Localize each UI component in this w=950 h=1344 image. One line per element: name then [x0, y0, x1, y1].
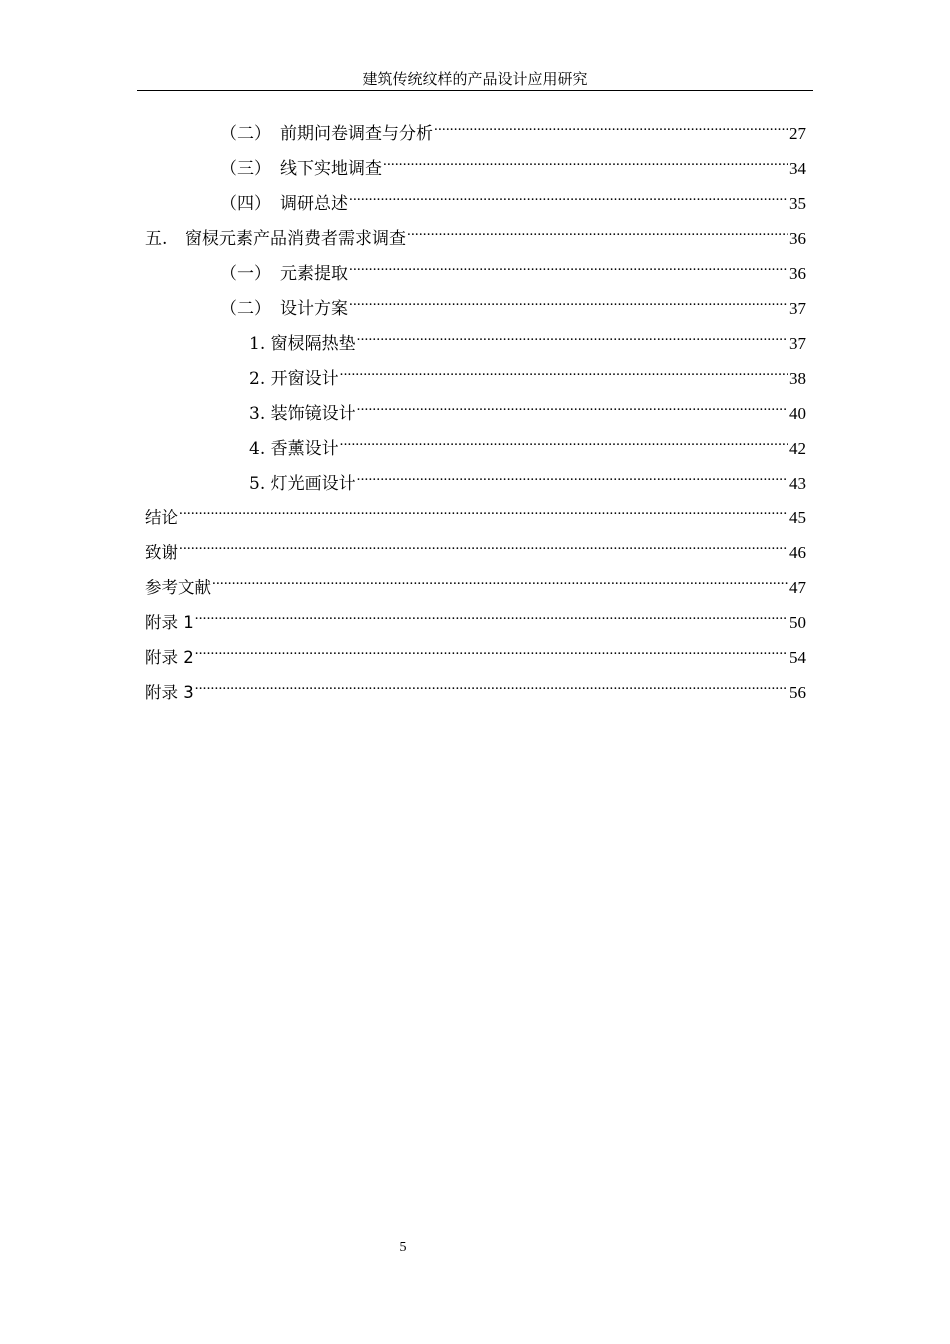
running-header-title: 建筑传统纹样的产品设计应用研究	[362, 70, 588, 88]
toc-entry-page: 54	[789, 648, 806, 667]
toc-entry-page: 47	[789, 578, 806, 597]
toc-leader-dots	[212, 569, 788, 593]
toc-leader-dots	[357, 325, 788, 349]
toc-entry[interactable]	[220, 150, 806, 179]
toc-entry[interactable]	[249, 325, 806, 354]
toc-entry-number: （四）	[220, 194, 271, 214]
toc-leader-dots	[340, 430, 788, 454]
toc-entry-title: 线下实地调查	[280, 159, 382, 179]
toc-entry[interactable]	[145, 674, 806, 702]
page-number: 5	[399, 1240, 407, 1255]
toc-entry-title: 4. 香薰设计	[249, 439, 339, 459]
toc-leader-dots	[357, 395, 788, 419]
toc-entry[interactable]	[249, 465, 806, 494]
toc-entry[interactable]	[220, 115, 806, 144]
toc-entry-title: 附录 2	[145, 648, 194, 667]
toc-entry-page: 36	[789, 264, 806, 283]
toc-leader-dots	[340, 360, 788, 384]
toc-entry[interactable]	[145, 534, 806, 562]
toc-entry-page: 46	[789, 543, 806, 562]
toc-entry-title: 元素提取	[280, 264, 348, 284]
toc-entry-page: 43	[789, 474, 806, 493]
toc-entry-page: 37	[789, 299, 806, 318]
header-rule	[137, 90, 813, 91]
toc-entry-number: （二）	[220, 299, 271, 319]
toc-entry[interactable]	[145, 569, 806, 597]
toc-entry-page: 27	[789, 124, 806, 143]
toc-leader-dots	[195, 674, 788, 698]
toc-leader-dots	[357, 465, 788, 489]
toc-leader-dots	[195, 639, 788, 663]
toc-entry-title: 2. 开窗设计	[249, 369, 339, 389]
toc-entry-page: 42	[789, 439, 806, 458]
toc-entry-title: 结论	[145, 508, 178, 527]
toc-entry-title: 参考文献	[145, 578, 211, 597]
toc-entry-page: 38	[789, 369, 806, 388]
toc-entry-title: 5. 灯光画设计	[249, 474, 356, 494]
toc-entry[interactable]	[249, 360, 806, 389]
toc-leader-dots	[195, 604, 788, 628]
toc-entry-page: 34	[789, 159, 806, 178]
toc-entry[interactable]	[220, 185, 806, 214]
toc-entry-page: 45	[789, 508, 806, 527]
toc-entry-title: 附录 3	[145, 683, 194, 702]
toc-entry-page: 35	[789, 194, 806, 213]
toc-entry[interactable]	[220, 255, 806, 284]
toc-entry-title: 附录 1	[145, 613, 194, 632]
toc-leader-dots	[434, 115, 788, 139]
toc-entry[interactable]	[145, 220, 806, 249]
toc-entry-title: 调研总述	[280, 194, 348, 214]
toc-entry-number: （一）	[220, 264, 271, 284]
toc-entry-number: 五.	[145, 229, 168, 249]
toc-entry-page: 50	[789, 613, 806, 632]
toc-entry-page: 56	[789, 683, 806, 702]
toc-entry-title: 窗棂元素产品消费者需求调查	[185, 229, 406, 249]
toc-entry[interactable]	[145, 639, 806, 667]
toc-entry-title: 设计方案	[280, 299, 348, 319]
toc-entry-page: 36	[789, 229, 806, 248]
toc-entry[interactable]	[220, 290, 806, 319]
toc-leader-dots	[179, 499, 788, 523]
toc-entry[interactable]	[145, 604, 806, 632]
toc-leader-dots	[407, 220, 788, 244]
toc-entry[interactable]	[249, 395, 806, 424]
toc-entry-number: （三）	[220, 159, 271, 179]
toc-entry-title: 1. 窗棂隔热垫	[249, 334, 356, 354]
toc-entry-page: 37	[789, 334, 806, 353]
toc-leader-dots	[383, 150, 788, 174]
toc-entry-page: 40	[789, 404, 806, 423]
toc-entry-title: 3. 装饰镜设计	[249, 404, 356, 424]
toc-entry-title: 致谢	[145, 543, 178, 562]
toc-entry-number: （二）	[220, 124, 271, 144]
toc-leader-dots	[349, 185, 788, 209]
toc-entry[interactable]	[145, 499, 806, 527]
toc-entry-title: 前期问卷调查与分析	[280, 124, 433, 144]
toc-leader-dots	[179, 534, 788, 558]
toc-leader-dots	[349, 255, 788, 279]
toc-leader-dots	[349, 290, 788, 314]
toc-entry[interactable]	[249, 430, 806, 459]
